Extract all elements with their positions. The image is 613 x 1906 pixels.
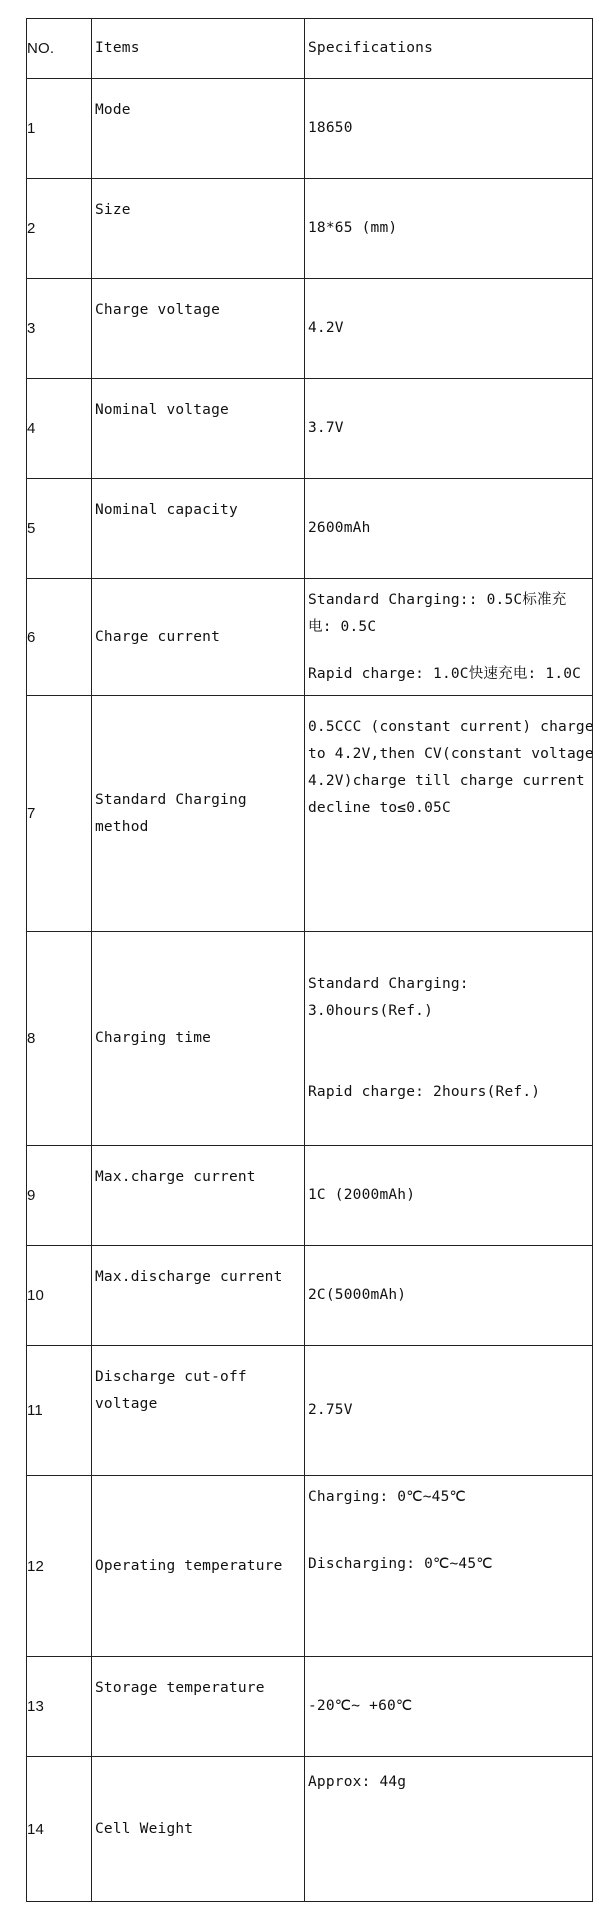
table-row [27,479,593,579]
row-number: 2 [27,179,92,279]
header-row [27,19,593,79]
spec-cell: 2C(5000mAh) [305,1246,593,1346]
spec-table [26,18,593,1902]
spec-cell: 1C (2000mAh) [305,1146,593,1246]
spec-cell: Approx: 44g [305,1757,593,1902]
row-number: 12 [27,1476,92,1657]
table-row [27,79,593,179]
table-row [27,279,593,379]
item-cell [92,1346,305,1476]
item-cell: Charge current [92,579,305,696]
spec-cell [305,932,593,1146]
header-specs: Specifications [305,19,593,79]
row-number: 8 [27,932,92,1146]
spec-cell: 2.75V [305,1346,593,1476]
table-row [27,1246,593,1346]
table-row [27,1146,593,1246]
item-line: method [95,818,149,835]
row-number: 5 [27,479,92,579]
spec-line: Discharging: 0℃~45℃ [308,1556,493,1572]
table-row [27,579,593,696]
table-row [27,179,593,279]
item-cell: Mode [92,79,305,179]
row-number: 1 [27,79,92,179]
spec-cell: 3.7V [305,379,593,479]
spec-line: Standard Charging: [308,976,469,992]
item-cell: Operating temperature [92,1476,305,1657]
spec-line: 电: 0.5C [308,618,377,635]
item-cell: Nominal voltage [92,379,305,479]
spec-line: Charging: 0℃~45℃ [308,1489,466,1505]
item-cell: Max.discharge current [92,1246,305,1346]
table-row [27,932,593,1146]
table-row [27,379,593,479]
header-no: NO. [27,19,92,79]
item-cell: Cell Weight [92,1757,305,1902]
spec-cell: 18*65 (mm) [305,179,593,279]
row-number: 9 [27,1146,92,1246]
table-row [27,1657,593,1757]
item-cell: Charge voltage [92,279,305,379]
spec-line: Rapid charge: 1.0C快速充电: 1.0C [308,665,582,682]
item-cell: Nominal capacity [92,479,305,579]
spec-line: to 4.2V,then CV(constant voltage [308,746,594,762]
spec-line: 0.5CCC (constant current) charge [308,719,594,735]
spec-cell: -20℃~ +60℃ [305,1657,593,1757]
spec-cell [305,1476,593,1657]
spec-cell: 2600mAh [305,479,593,579]
row-number: 6 [27,579,92,696]
row-number: 11 [27,1346,92,1476]
row-number: 7 [27,696,92,932]
spec-cell [305,579,593,696]
table-row [27,696,593,932]
row-number: 13 [27,1657,92,1757]
spec-cell: 18650 [305,79,593,179]
item-line: Standard Charging [95,791,247,808]
item-cell: Storage temperature [92,1657,305,1757]
spec-line: 3.0hours(Ref.) [308,1003,434,1019]
table-row [27,1757,593,1902]
item-line: Discharge cut-off [95,1369,247,1385]
spec-cell [305,696,593,932]
row-number: 3 [27,279,92,379]
row-number: 4 [27,379,92,479]
item-cell [92,696,305,932]
item-cell: Charging time [92,932,305,1146]
spec-line: Rapid charge: 2hours(Ref.) [308,1084,541,1100]
header-items: Items [92,19,305,79]
table-row [27,1346,593,1476]
item-cell: Max.charge current [92,1146,305,1246]
table-row [27,1476,593,1657]
spec-line: 4.2V)charge till charge current [308,773,585,789]
spec-line: decline to≤0.05C [308,800,451,816]
row-number: 10 [27,1246,92,1346]
spec-cell: 4.2V [305,279,593,379]
item-line: voltage [95,1396,158,1412]
item-cell: Size [92,179,305,279]
spec-line: Standard Charging:: 0.5C标准充 [308,591,567,608]
row-number: 14 [27,1757,92,1902]
